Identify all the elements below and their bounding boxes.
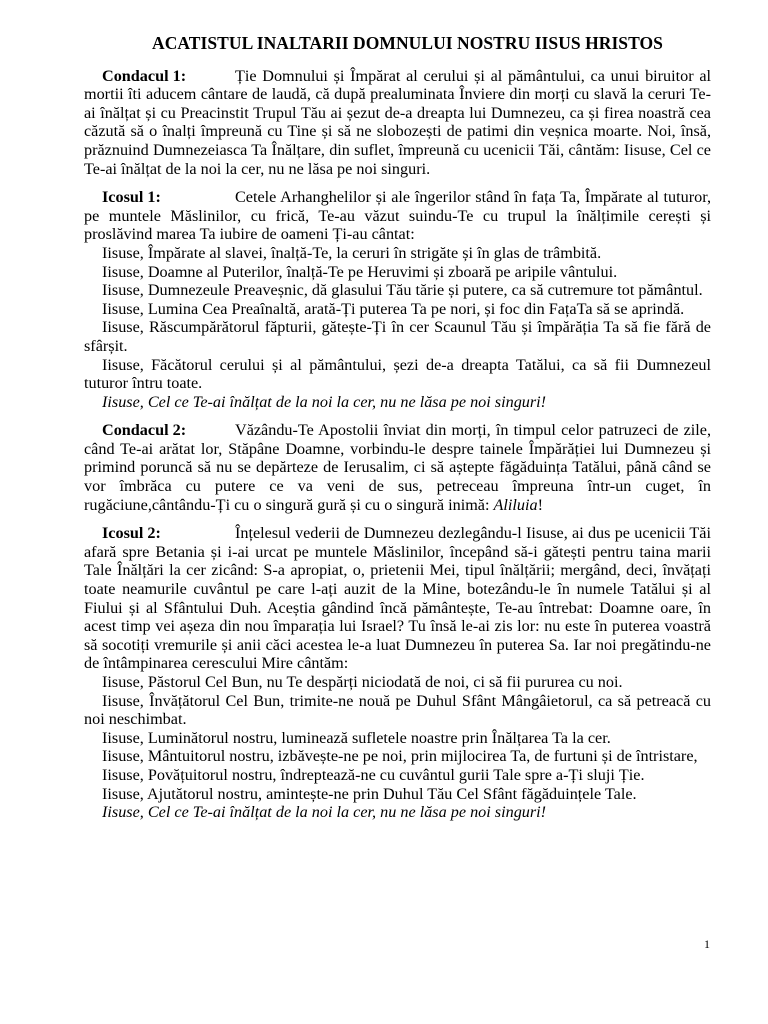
condacul-2	[84, 421, 711, 514]
condacul-2-alleluia: Aliluia	[493, 495, 538, 514]
icosul-1-line: Iisuse, Făcătorul cerului și al pământului, șezi de-a dreapta Tatălui, ca să fii Dumnezeul tuturor întru toate.	[84, 355, 711, 393]
icosul-1-refrain: Iisuse, Cel ce Te-ai înălțat de la noi la cer, nu ne lăsa pe noi singuri!	[102, 392, 547, 411]
icosul-1-text: Cetele Arhanghelilor și ale îngerilor stând în fața Ta, Împărate al tuturor, pe muntele Măslinilor, cu frică, Te-au văzut suindu-Te cu trupul la înălțimile cerești și proslăvind marea Ta iubire de oameni Ți-au cântat:	[84, 188, 711, 244]
condacul-2-label: Condacul 2:	[102, 421, 187, 440]
condacul-1-label: Condacul 1:	[102, 66, 187, 85]
icosul-2-label: Icosul 2:	[102, 524, 161, 543]
icosul-2-line: Iisuse, Luminătorul nostru, luminează sufletele noastre prin Înălțarea Ta la cer.	[102, 728, 611, 747]
icosul-2	[84, 524, 711, 673]
icosul-1	[84, 188, 711, 244]
icosul-1-line: Iisuse, Dumnezeule Preaveșnic, dă glasului Tău tărie și putere, ca să cutremure tot pământul.	[102, 281, 703, 300]
condacul-1-text: Ție Domnului și Împărat al cerului și al pământului, ca unui biruitor al mortii îti aducem cântare de laudă, că după prealuminata Înviere din morți cu slavă la ceruri Te-ai înălțat și cu Preacinstit Trupul Tău ai șezut de-a dreapta lui Dumnezeu, ca și firea noastră cea căzută să o înalți împreună cu Tine și să ne slobozești de patimi din veșnica moarte. Noi, însă, prăznuind Dumnezeiasca Ta Înălțare, din suflet, împreună cu ucenicii Tăi, cântăm: Iisuse, Cel ce Te-ai înălțat de la noi la cer, nu ne lăsa pe noi singuri.	[84, 66, 711, 178]
icosul-2-text: Înțelesul vederii de Dumnezeu dezlegându-l Iisuse, ai dus pe ucenicii Tăi afară spre Betania și i-ai urcat pe muntele Măslinilor, începând să-i gătești pentru taina marii Tale Înălțări la cer zicând: S-a apropiat, o, prietenii Mei, tipul înălțării; mergând, deci, învățați toate neamurile cuvântul pe care l-ați auzit de la Mine, botezându-le în numele Tatălui și al Fiului și al Sfântului Duh. Aceștia gândind încă pământește, Te-au întrebat: Doamne oare, în acest timp vei așeza din nou împarația lui Israel? Tu însă le-ai zis lor: nu este în puterea voastră să socotiți vremurile și anii căci acestea le-a luat Dumnezeu în puterea Sa. Iar noi pregătindu-ne de întâmpinarea cerescului Mire cântăm:	[84, 524, 711, 673]
icosul-2-line: Iisuse, Învățătorul Cel Bun, trimite-ne nouă pe Duhul Sfânt Mângâietorul, ca să petreacă cu noi neschimbat.	[84, 691, 711, 729]
document-title: ACATISTUL INALTARII DOMNULUI NOSTRU IISUS HRISTOS	[152, 33, 663, 53]
icosul-1-line: Iisuse, Răscumpărătorul făpturii, gătește-Ți în cer Scaunul Tău și împărăția Ta să fie fără de sfârșit.	[84, 318, 711, 355]
icosul-1-line: Iisuse, Lumina Cea Preaînaltă, arată-Ți puterea Ta pe nori, și foc din FațaTa să se aprindă.	[102, 299, 685, 318]
icosul-2-line: Iisuse, Povățuitorul nostru, îndreptează-ne cu cuvântul gurii Tale spre a-Ți sluji Ție.	[102, 765, 645, 784]
condacul-2-end: !	[537, 495, 543, 514]
icosul-2-line: Iisuse, Mântuitorul nostru, izbăvește-ne pe noi, prin mijlocirea Ta, de furtuni și de întristare,	[102, 747, 698, 766]
icosul-1-line: Iisuse, Doamne al Puterilor, înalță-Te pe Heruvimi și zboară pe aripile vântului.	[102, 262, 618, 281]
condacul-2-text: Văzându-Te Apostolii înviat din morți, în timpul celor patruzeci de zile, când Te-ai arătat lor, Stăpâne Doamne, vorbindu-le despre tainele Împărăției lui Dumnezeu și primind poruncă să nu se depărteze de Ierusalim, ci să aștepte făgăduința Tatălui, până când se vor îmbrăca cu putere ce va veni de sus, petreceau împreuna într-un cuget, în rugăciune,cântându-Ți cu o singură gură și cu o singură inimă:	[84, 421, 711, 514]
icosul-2-line: Iisuse, Păstorul Cel Bun, nu Te despărți niciodată de noi, ci să fii pururea cu noi.	[102, 673, 623, 691]
icosul-2-line: Iisuse, Ajutătorul nostru, amintește-ne prin Duhul Tău Cel Sfânt făgăduințele Tale.	[102, 784, 637, 803]
icosul-2-refrain: Iisuse, Cel ce Te-ai înălțat de la noi la cer, nu ne lăsa pe noi singuri!	[102, 803, 547, 822]
icosul-1-label: Icosul 1:	[102, 188, 161, 207]
page-number: 1	[704, 937, 710, 951]
icosul-1-line: Iisuse, Împărate al slavei, înalță-Te, la ceruri în strigăte și în glas de trâmbită.	[102, 243, 602, 262]
condacul-1	[84, 67, 711, 179]
